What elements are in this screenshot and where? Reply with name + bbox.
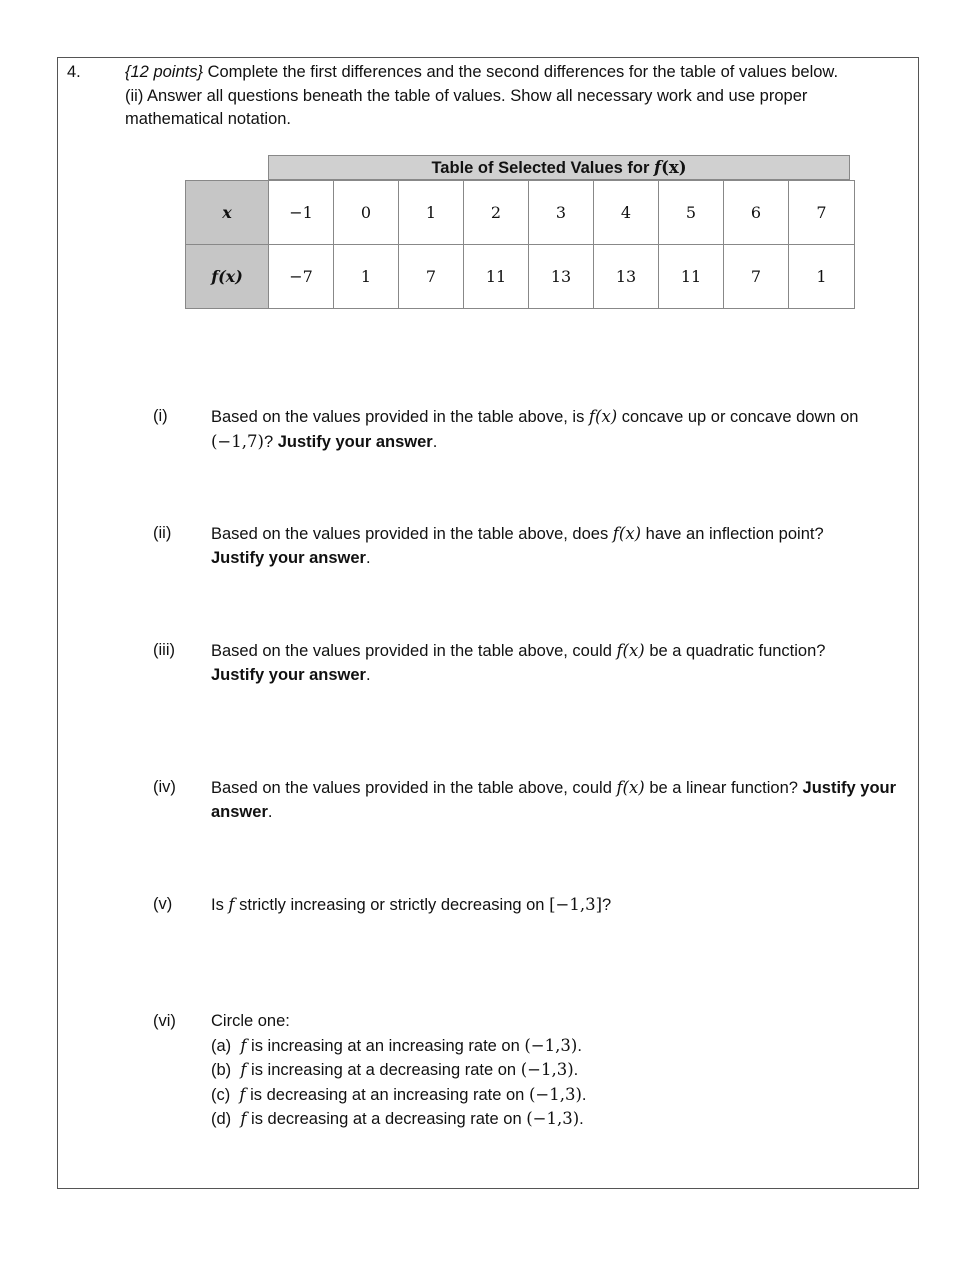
fx-cell: 7 — [399, 245, 464, 309]
fx-row — [186, 245, 855, 309]
part-i-label: (i) — [153, 407, 168, 425]
part-iv-label: (iv) — [153, 778, 176, 796]
part-iii-text: Based on the values provided in the table above, could f(x) be a quadratic function? Justify your answer. — [211, 641, 826, 684]
x-cell: −1 — [269, 181, 334, 245]
fx-header: f(x) — [186, 245, 269, 309]
x-cell: 3 — [529, 181, 594, 245]
part-ii-label: (ii) — [153, 524, 172, 542]
x-cell: 6 — [724, 181, 789, 245]
x-cell: 0 — [334, 181, 399, 245]
x-cell: 4 — [594, 181, 659, 245]
fx-cell: 13 — [529, 245, 594, 309]
part-i-text: Based on the values provided in the table above, is f(x) concave up or concave down on (−1,7)? Justify your answer. — [211, 407, 859, 451]
question-number: 4. — [67, 63, 81, 81]
fx-cell: 7 — [724, 245, 789, 309]
x-cell: 2 — [464, 181, 529, 245]
part-iv-text: Based on the values provided in the table above, could f(x) be a linear function? Justify your answer. — [211, 778, 897, 821]
x-cell: 1 — [399, 181, 464, 245]
fx-cell: 1 — [789, 245, 855, 309]
fx-cell: 11 — [659, 245, 724, 309]
option-d[interactable]: (d) f is decreasing at a decreasing rate on (−1,3). — [211, 1109, 584, 1128]
part-vi-text — [211, 1010, 908, 1132]
fx-cell: 11 — [464, 245, 529, 309]
question-intro — [125, 61, 905, 132]
x-cell: 7 — [789, 181, 855, 245]
option-c[interactable]: (c) f is decreasing at an increasing rate on (−1,3). — [211, 1084, 587, 1104]
part-ii-text: Based on the values provided in the table above, does f(x) have an inflection point? Justify your answer. — [211, 524, 824, 567]
option-b[interactable]: (b) f is increasing at a decreasing rate on (−1,3). — [211, 1060, 579, 1079]
fx-cell: 1 — [334, 245, 399, 309]
values-table — [185, 180, 855, 309]
points-label: {12 points} — [125, 63, 203, 81]
fx-cell: −7 — [269, 245, 334, 309]
intro-line-2: (ii) Answer all questions beneath the table of values. Show all necessary work and use proper mathematical notation. — [125, 86, 808, 128]
circle-one-label: Circle one: — [211, 1012, 290, 1030]
part-v-text: Is f strictly increasing or strictly decreasing on [−1,3]? — [211, 895, 612, 914]
x-cell: 5 — [659, 181, 724, 245]
part-vi-label: (vi) — [153, 1012, 176, 1030]
fx-cell: 13 — [594, 245, 659, 309]
intro-line-1: Complete the first differences and the second differences for the table of values below. — [203, 63, 839, 81]
part-iii-label: (iii) — [153, 641, 175, 659]
x-header: x — [186, 181, 269, 245]
option-a[interactable]: (a) f is increasing at an increasing rate on (−1,3). — [211, 1035, 582, 1055]
part-v-label: (v) — [153, 895, 173, 913]
x-row — [186, 181, 855, 245]
table-title: Table of Selected Values for f(x) — [268, 155, 850, 180]
